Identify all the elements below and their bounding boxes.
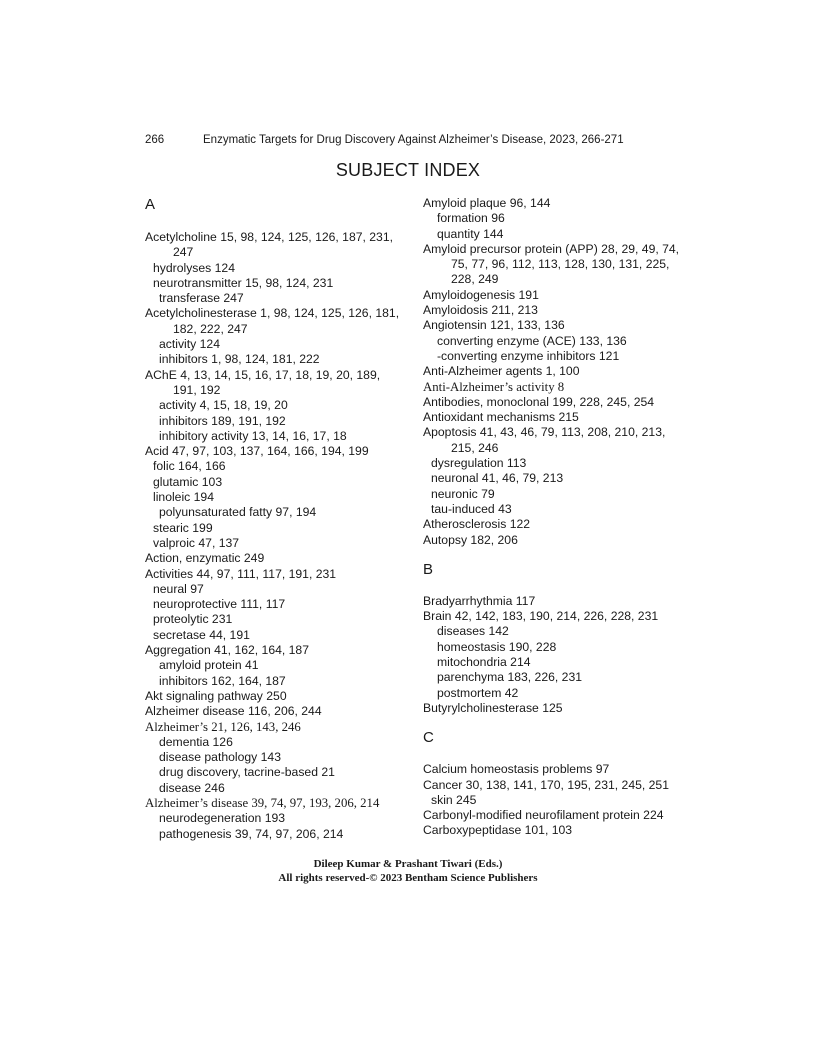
- index-entry: Acetylcholine 15, 98, 124, 125, 126, 187, 231, 247: [145, 230, 393, 260]
- index-entry: Alzheimer’s 21, 126, 143, 246: [145, 719, 301, 734]
- index-subentry: parenchyma 183, 226, 231: [437, 670, 583, 685]
- index-subentry: formation 96: [437, 211, 505, 226]
- index-subentry: disease 246: [159, 780, 225, 795]
- index-subentry: valproic 47, 137: [153, 535, 240, 550]
- index-entry: Apoptosis 41, 43, 46, 79, 113, 208, 210, 213, 215, 246: [423, 425, 666, 455]
- footer-editors: Dileep Kumar & Prashant Tiwari (Eds.): [313, 858, 503, 870]
- section-letter-a: A: [145, 196, 156, 213]
- page-footer: [0, 858, 816, 885]
- index-entry: Brain 42, 142, 183, 190, 214, 226, 228, 231: [423, 609, 659, 624]
- index-subentry: skin 245: [431, 792, 477, 807]
- index-entry: Action, enzymatic 249: [145, 551, 265, 566]
- index-subentry: polyunsaturated fatty 97, 194: [159, 505, 317, 520]
- index-subentry: drug discovery, tacrine-based 21: [159, 765, 335, 780]
- index-subentry: linoleic 194: [153, 490, 214, 505]
- index-subentry: inhibitory activity 13, 14, 16, 17, 18: [159, 428, 347, 443]
- index-subentry: homeostasis 190, 228: [437, 639, 557, 654]
- index-entry: Akt signaling pathway 250: [145, 688, 287, 703]
- index-subentry: activity 4, 15, 18, 19, 20: [159, 398, 288, 413]
- index-subentry: inhibitors 162, 164, 187: [159, 673, 286, 688]
- index-entry: Antibodies, monoclonal 199, 228, 245, 254: [423, 394, 655, 409]
- index-subentry: neural 97: [153, 581, 204, 596]
- index-entry: Anti-Alzheimer’s activity 8: [423, 379, 565, 394]
- index-subentry: transferase 247: [159, 291, 244, 306]
- index-entry: Aggregation 41, 162, 164, 187: [145, 643, 309, 658]
- index-subentry: diseases 142: [437, 624, 509, 639]
- index-entry: Carboxypeptidase 101, 103: [423, 823, 573, 838]
- index-entry: Amyloid precursor protein (APP) 28, 29, 49, 74, 75, 77, 96, 112, 113, 128, 130, 131, 225, 228, 249: [423, 241, 680, 287]
- index-entry: Autopsy 182, 206: [423, 532, 518, 547]
- index-entry: Calcium homeostasis problems 97: [423, 762, 610, 777]
- index-subentry: dementia 126: [159, 734, 233, 749]
- index-subentry: quantity 144: [437, 226, 504, 241]
- index-entry: Antioxidant mechanisms 215: [423, 410, 579, 425]
- index-subentry: secretase 44, 191: [153, 627, 250, 642]
- section-letter-b: B: [423, 560, 434, 578]
- index-entry: Alzheimer’s disease 39, 74, 97, 193, 206, 214: [145, 795, 380, 810]
- index-entry: Acid 47, 97, 103, 137, 164, 166, 194, 199: [145, 444, 369, 459]
- index-subentry: -converting enzyme inhibitors 121: [437, 348, 620, 363]
- running-title: Enzymatic Targets for Drug Discovery Against Alzheimer’s Disease, 2023, 266-271: [203, 134, 624, 146]
- index-entry: Alzheimer disease 116, 206, 244: [145, 704, 322, 719]
- index-subentry: neurotransmitter 15, 98, 124, 231: [153, 275, 334, 290]
- index-subentry: pathogenesis 39, 74, 97, 206, 214: [159, 826, 344, 841]
- index-subentry: dysregulation 113: [431, 456, 527, 471]
- index-entry: Amyloidosis 211, 213: [423, 303, 538, 318]
- page-number: 266: [145, 134, 165, 146]
- index-subentry: neuronic 79: [431, 486, 495, 501]
- index-entry: Angiotensin 121, 133, 136: [423, 318, 565, 333]
- index-entry: Butyrylcholinesterase 125: [423, 700, 563, 715]
- index-subentry: neuronal 41, 46, 79, 213: [431, 471, 564, 486]
- index-entry: Carbonyl-modified neurofilament protein 224: [423, 808, 664, 823]
- index-subentry: postmortem 42: [437, 685, 519, 700]
- index-subentry: neuroprotective 111, 117: [153, 597, 286, 612]
- index-subentry: inhibitors 189, 191, 192: [159, 413, 286, 428]
- index-subentry: tau-induced 43: [431, 501, 512, 516]
- index-column-left: [145, 196, 405, 842]
- index-entry: Anti-Alzheimer agents 1, 100: [423, 364, 580, 379]
- index-subentry: disease pathology 143: [159, 750, 281, 765]
- index-column-right: [423, 196, 683, 839]
- section-letter-c: C: [423, 729, 434, 747]
- index-entry: Activities 44, 97, 111, 117, 191, 231: [145, 566, 337, 581]
- footer-rights: All rights reserved-© 2023 Bentham Science Publishers: [278, 871, 538, 884]
- index-subentry: folic 164, 166: [153, 459, 226, 474]
- index-subentry: mitochondria 214: [437, 655, 531, 670]
- index-entry: Atherosclerosis 122: [423, 517, 531, 532]
- index-entry: AChE 4, 13, 14, 15, 16, 17, 18, 19, 20, 189, 191, 192: [145, 367, 381, 397]
- index-subentry: glutamic 103: [153, 474, 223, 489]
- index-subentry: stearic 199: [153, 520, 213, 535]
- index-subentry: activity 124: [159, 337, 220, 352]
- index-subentry: hydrolyses 124: [153, 260, 235, 275]
- index-entry: Bradyarrhythmia 117: [423, 593, 536, 608]
- index-subentry: neurodegeneration 193: [159, 811, 286, 826]
- index-entry: Acetylcholinesterase 1, 98, 124, 125, 126, 181, 182, 222, 247: [145, 306, 400, 336]
- index-entry: Amyloid plaque 96, 144: [423, 196, 551, 210]
- index-entry: Amyloidogenesis 191: [423, 287, 539, 302]
- index-subentry: inhibitors 1, 98, 124, 181, 222: [159, 352, 320, 367]
- page-title: SUBJECT INDEX: [335, 160, 481, 180]
- index-subentry: converting enzyme (ACE) 133, 136: [437, 333, 627, 348]
- index-entry: Cancer 30, 138, 141, 170, 195, 231, 245, 251: [423, 777, 669, 792]
- index-subentry: amyloid protein 41: [159, 658, 259, 673]
- index-subentry: proteolytic 231: [153, 612, 233, 627]
